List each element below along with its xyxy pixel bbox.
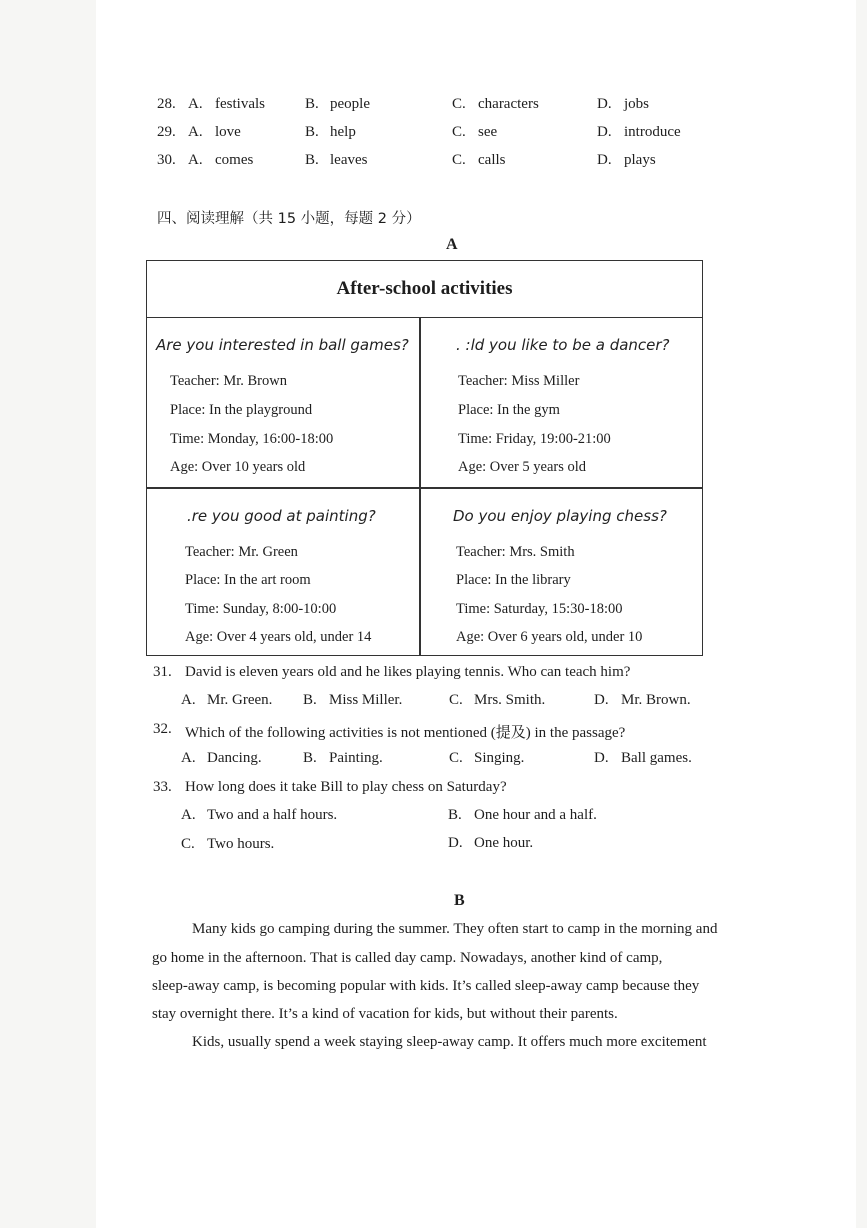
option-text: love <box>215 124 241 140</box>
option-letter: D. <box>597 124 612 140</box>
option-text: comes <box>215 152 254 168</box>
question-number: 28. <box>157 96 176 112</box>
question-number: 33. <box>153 779 172 795</box>
option-letter: A. <box>181 807 196 823</box>
option-letter: A. <box>181 692 196 708</box>
option-text: Two and a half hours. <box>207 807 338 823</box>
cell-heading: .re you good at painting? <box>187 507 376 525</box>
option-letter: C. <box>449 750 463 766</box>
activities-table <box>146 260 703 656</box>
cell-time: Time: Friday, 19:00-21:00 <box>458 431 611 447</box>
passage-b-label: B <box>454 892 465 909</box>
option-text: jobs <box>624 96 650 112</box>
option-text: see <box>478 124 498 140</box>
option-letter: D. <box>597 152 612 168</box>
option-text: One hour and a half. <box>474 807 597 823</box>
question-number: 32. <box>153 721 172 737</box>
question-text: How long does it take Bill to play chess on Saturday? <box>185 779 507 795</box>
table-title: After-school activities <box>147 261 702 318</box>
paragraph-line: stay overnight there. It’s a kind of vacation for kids, but without their parents. <box>152 1006 618 1022</box>
option-text: One hour. <box>474 835 534 851</box>
question-number: 29. <box>157 124 176 140</box>
cell-age: Age: Over 6 years old, under 10 <box>456 629 643 645</box>
option-letter: A. <box>181 750 196 766</box>
question-number: 31. <box>153 664 172 680</box>
table-divider <box>419 317 421 655</box>
option-letter: D. <box>448 835 463 851</box>
option-text: Ball games. <box>621 750 692 766</box>
option-letter: A. <box>188 124 203 140</box>
option-text: Mr. Brown. <box>621 692 691 708</box>
option-text: characters <box>478 96 539 112</box>
cell-teacher: Teacher: Miss Miller <box>458 373 580 389</box>
question-text: David is eleven years old and he likes playing tennis. Who can teach him? <box>185 664 631 680</box>
cell-age: Age: Over 5 years old <box>458 459 587 475</box>
cell-time: Time: Saturday, 15:30-18:00 <box>456 601 623 617</box>
cell-age: Age: Over 4 years old, under 14 <box>185 629 372 645</box>
paragraph-line: Many kids go camping during the summer. They often start to camp in the morning and <box>192 921 718 937</box>
passage-a-label: A <box>446 236 458 253</box>
option-text: plays <box>624 152 656 168</box>
cell-teacher: Teacher: Mr. Green <box>185 544 298 560</box>
option-text: help <box>330 124 356 140</box>
paragraph-line: Kids, usually spend a week staying sleep-away camp. It offers much more excitement <box>192 1034 707 1050</box>
cell-place: Place: In the playground <box>170 402 313 418</box>
paragraph-line: sleep-away camp, is becoming popular with kids. It’s called sleep-away camp because they <box>152 978 700 994</box>
option-text: Painting. <box>329 750 383 766</box>
option-letter: D. <box>594 750 609 766</box>
cell-place: Place: In the library <box>456 572 571 588</box>
option-letter: B. <box>303 750 317 766</box>
option-letter: A. <box>188 152 203 168</box>
cell-heading: Are you interested in ball games? <box>156 336 409 354</box>
cell-teacher: Teacher: Mr. Brown <box>170 373 287 389</box>
option-letter: C. <box>452 152 466 168</box>
option-letter: A. <box>188 96 203 112</box>
cell-heading: . :ld you like to be a dancer? <box>456 336 670 354</box>
option-text: Mr. Green. <box>207 692 273 708</box>
option-letter: B. <box>305 124 319 140</box>
option-letter: B. <box>303 692 317 708</box>
cell-place: Place: In the art room <box>185 572 311 588</box>
option-text: Dancing. <box>207 750 262 766</box>
cell-heading: Do you enjoy playing chess? <box>453 507 667 525</box>
option-text: Two hours. <box>207 836 275 852</box>
option-letter: D. <box>594 692 609 708</box>
cell-age: Age: Over 10 years old <box>170 459 306 475</box>
option-letter: B. <box>305 152 319 168</box>
cell-time: Time: Sunday, 8:00-10:00 <box>185 601 337 617</box>
option-text: festivals <box>215 96 265 112</box>
option-letter: B. <box>305 96 319 112</box>
option-letter: D. <box>597 96 612 112</box>
option-letter: C. <box>452 96 466 112</box>
option-text: Singing. <box>474 750 525 766</box>
cell-teacher: Teacher: Mrs. Smith <box>456 544 575 560</box>
option-letter: C. <box>449 692 463 708</box>
cell-place: Place: In the gym <box>458 402 560 418</box>
option-text: Miss Miller. <box>329 692 403 708</box>
option-letter: C. <box>452 124 466 140</box>
option-text: Mrs. Smith. <box>474 692 546 708</box>
option-text: people <box>330 96 370 112</box>
option-letter: B. <box>448 807 462 823</box>
question-text: Which of the following activities is not mentioned (提及) in the passage? <box>185 725 626 741</box>
question-number: 30. <box>157 152 176 168</box>
paragraph-line: go home in the afternoon. That is called day camp. Nowadays, another kind of camp, <box>152 950 663 966</box>
cell-time: Time: Monday, 16:00-18:00 <box>170 431 334 447</box>
option-letter: C. <box>181 836 195 852</box>
table-divider <box>147 487 702 489</box>
option-text: introduce <box>624 124 681 140</box>
option-text: leaves <box>330 152 368 168</box>
option-text: calls <box>478 152 506 168</box>
section-title: 四、阅读理解（共 15 小题，每题 2 分） <box>157 211 421 227</box>
